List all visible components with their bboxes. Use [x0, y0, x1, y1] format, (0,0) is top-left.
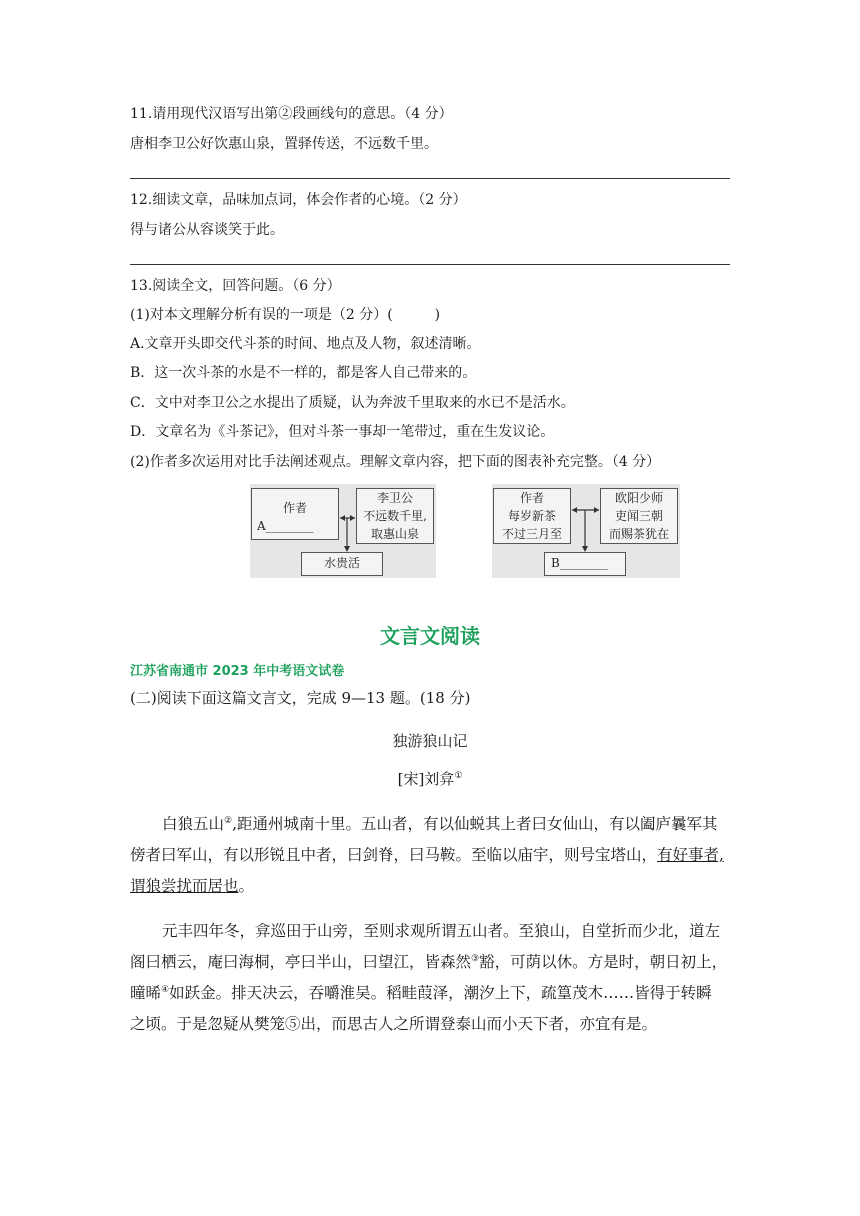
diagram-1-arrows: [250, 484, 436, 578]
essay-author: [0, 768, 860, 789]
paragraph-1-line-1: [162, 810, 718, 839]
diagram-2-ouyang-line1: 欧阳少师: [614, 491, 663, 505]
question-13-prompt: 13.阅读全文，回答问题。（6 分）: [130, 278, 341, 294]
p2-text-c: 曈晞: [130, 984, 162, 1002]
diagram-2-answer-b: B________: [551, 556, 608, 570]
p2-text-d: 如跃金。排天决云，吞嚼淮吴。稻畦葭泽，潮汐上下，疏篁茂木……皆得于转瞬: [169, 984, 712, 1002]
instruction-line: (二)阅读下面这篇文言文，完成 9—13 题。(18 分): [130, 689, 471, 707]
source-line: 江苏省南通市 2023 年中考语文试卷: [130, 664, 345, 679]
p1-text-a: 白狼五山: [162, 815, 225, 833]
footnote-marker-3: ③: [471, 954, 480, 964]
paragraph-2-line-3: [130, 979, 712, 1008]
diagram-1-bottom-text: 水贵活: [323, 556, 360, 570]
p1-text-c: 傍者曰军山，有以形锐且中者，曰剑脊，曰马鞍。至临以庙宇，则号宝塔山，: [130, 846, 658, 864]
question-12-prompt: 12.细读文章，品味加点词，体会作者的心境。（2 分）: [130, 192, 467, 208]
question-12-sentence: 得与诸公从容谈笑于此。: [130, 222, 284, 238]
diagram-1-author-title: 作者: [282, 501, 307, 515]
diagram-1: [250, 484, 436, 578]
diagram-2-author-line2: 每岁新茶: [507, 509, 556, 523]
diagram-2-author-line1: 作者: [519, 491, 544, 505]
diagram-2-arrows: [492, 484, 680, 578]
question-11-sentence: 唐相李卫公好饮惠山泉，置驿传送，不远数千里。: [130, 136, 438, 152]
option-d: D．文章名为《斗茶记》，但对斗茶一事却一笔带过，重在生发议论。: [130, 424, 555, 440]
p1-underlined-a: 有好事者,: [657, 846, 724, 864]
option-a: A.文章开头即交代斗茶的时间、地点及人物，叙述清晰。: [130, 336, 481, 352]
diagram-2-author-line3: 不过三月至: [501, 527, 562, 541]
option-c: C．文中对李卫公之水提出了质疑，认为奔波千里取来的水已不是活水。: [130, 395, 575, 411]
diagram-1-li-line1: 李卫公: [376, 491, 413, 505]
diagram-1-li-line3: 取惠山泉: [370, 527, 419, 541]
footnote-marker-1: ①: [454, 771, 463, 781]
diagram-1-li-line2: 不远数千里,: [363, 509, 427, 523]
p1-underlined-b: 谓狼尝扰而居也: [130, 877, 239, 895]
p1-text-d: 。: [238, 877, 255, 895]
paragraph-2-line-4: 之顷。于是忽疑从樊笼⑤出，而思古人之所谓登泰山而小天下者，亦宜有是。: [130, 1015, 658, 1033]
paragraph-2-line-2: [130, 948, 727, 977]
question-13-sub2: (2)作者多次运用对比手法阐述观点。理解文章内容，把下面的图表补充完整。（4 分）: [130, 454, 661, 470]
option-b: B．这一次斗茶的水是不一样的，都是客人自己带来的。: [130, 365, 477, 381]
paragraph-1-line-3: [130, 872, 254, 901]
diagram-2: [492, 484, 680, 578]
diagram-2-ouyang-line2: 吏闻三朝: [614, 509, 663, 523]
p2-text-a: 阁曰栖云，庵曰海桐，亭曰半山，曰望江，皆森然: [130, 953, 472, 971]
paragraph-1-line-2: [130, 841, 724, 870]
footnote-marker-2: ②: [224, 816, 233, 826]
p2-text-b: 豁，可荫以休。方是时，朝日初上，: [479, 953, 728, 971]
question-13-sub1: (1)对本文理解分析有误的一项是（2 分）( ): [130, 307, 441, 323]
diagram-2-ouyang-line3: 而赐茶犹在: [608, 527, 669, 541]
essay-author-name: [宋]刘弇: [397, 770, 455, 788]
essay-title: 独游狼山记: [392, 732, 468, 750]
diagram-1-answer-a: A________: [257, 519, 314, 533]
answer-line-11: [130, 178, 730, 179]
paragraph-2-line-1: 元丰四年冬，弇巡田于山旁，至则求观所谓五山者。至狼山，自堂折而少北，道左: [162, 922, 721, 940]
section-title: 文言文阅读: [380, 624, 480, 648]
answer-line-12: [130, 264, 730, 265]
question-11-prompt: 11.请用现代汉语写出第②段画线句的意思。（4 分）: [130, 106, 453, 122]
footnote-marker-4: ④: [161, 985, 170, 995]
p1-text-b: ,距通州城南十里。五山者，有以仙蜕其上者曰女仙山，有以阖庐曩军其: [232, 815, 718, 833]
